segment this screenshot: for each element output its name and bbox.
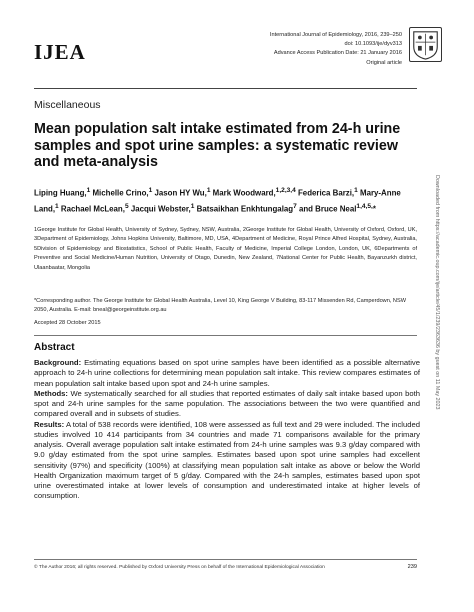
abstract-background: Background: Estimating equations based on spot urine samples have been identified as a possible alternative approach to 24-h urine collections for determining mean population salt intake. This review compares estimates of mean population salt intake based upon spot and 24-h urine samples.: [34, 358, 420, 388]
abstract-results: Results: A total of 538 records were identified, 108 were assessed as full text and 29 were included. The included studies involved 10 414 participants from 34 countries and made 71 comparisons available for the primary analysis. Overall average population salt intake estimated from 24-h urine samples was 9.3 g/day compared with 9.0 g/day estimated from the spot urine samples. Estimates based upon spot urine samples had excellent sensitivity (97%) and specificity (100%) at classifying mean population salt intake as above or below the World Health Organization maximum target of 5 g/day. Compared with the 24-h samples, estimates based upon spot urine overestimated intake at lower levels of consumption and underestimated intake at higher levels of consumption.: [34, 419, 420, 501]
article-type: Original article: [366, 59, 402, 66]
abstract-methods: Methods: We systematically searched for all studies that reported estimates of daily salt intake based upon both spot and 24-h urine samples for the same population. The associations between the two were quantified and compared overall and in subsets of studies.: [34, 388, 420, 419]
doi-link[interactable]: doi: 10.1093/ije/dyv313: [344, 41, 402, 48]
journal-header: [212, 31, 402, 68]
download-note: Downloaded from https://academic.oup.com/ije/article/45/1/239/2363636 by guest on 11 May 2023: [434, 175, 440, 410]
abstract-body: [34, 358, 420, 502]
abstract-heading: Abstract: [34, 342, 75, 353]
article-title: Mean population salt intake estimated from 24-h urine samples and spot urine samples: a systematic review and meta-analysis: [34, 121, 401, 171]
abstract-divider: [34, 335, 417, 336]
page-number: 239: [407, 564, 417, 570]
journal-citation: International Journal of Epidemiology, 2016, 239–250: [269, 32, 402, 38]
copyright-footer: © The Author 2016; all rights reserved. Published by Oxford University Press on behalf of the International Epidemiological Association: [34, 565, 325, 570]
corresponding-author: *Corresponding author. The George Institute for Global Health Australia, Level 10, King George V Building, 83-117 Missenden Rd, Camperdown, NSW 2050, Australia. E-mail: bneal@georgeinstitute.org.au: [34, 298, 406, 314]
journal-logo: IJEA: [34, 40, 86, 64]
header-divider: [34, 88, 417, 89]
affiliations: 1George Institute for Global Health, University of Sydney, Sydney, NSW, Australia, 2George Institute for Global Health, University of Oxford, Oxford, UK, 3Department of Epidemiology, Johns Hopkins University, Baltimore, MD, USA, 4Department of Medicine, Royal Prince Alfred Hospital, Sydney, Australia, 5Division of Epidemiology and Biostatistics, School of Public Health, Faculty of Medicine, Imperial College London, London, UK, 6Departments of Preventive and Social Medicine/Human Nutrition, University of Otago, Dunedin, New Zealand, 7National Center for Public Health, Bayanzurkh district, Ulaanbaatar, Mongolia: [34, 227, 417, 271]
author-list: Liping Huang,$^1$ Michelle Crino,$^1$ Jason HY Wu,$^1$ Mark Woodward,$^{1,2,3,4}$ Federica Barzi,$^1$ Mary-Anne Land,$^1$ Rachael McLean,$^5$ Jacqui Webster,$^1$ Batsaikhan Enkhtungalag$^7$ and Bruce Neal$^{1,4,5,}$*: [34, 187, 401, 214]
advance-access-date: Advance Access Publication Date: 21 January 2016: [273, 50, 402, 57]
section-label: Miscellaneous: [34, 99, 101, 111]
society-seal-icon: [409, 27, 442, 62]
footer-divider: [34, 559, 417, 560]
accepted-date: Accepted 28 October 2015: [34, 320, 101, 326]
